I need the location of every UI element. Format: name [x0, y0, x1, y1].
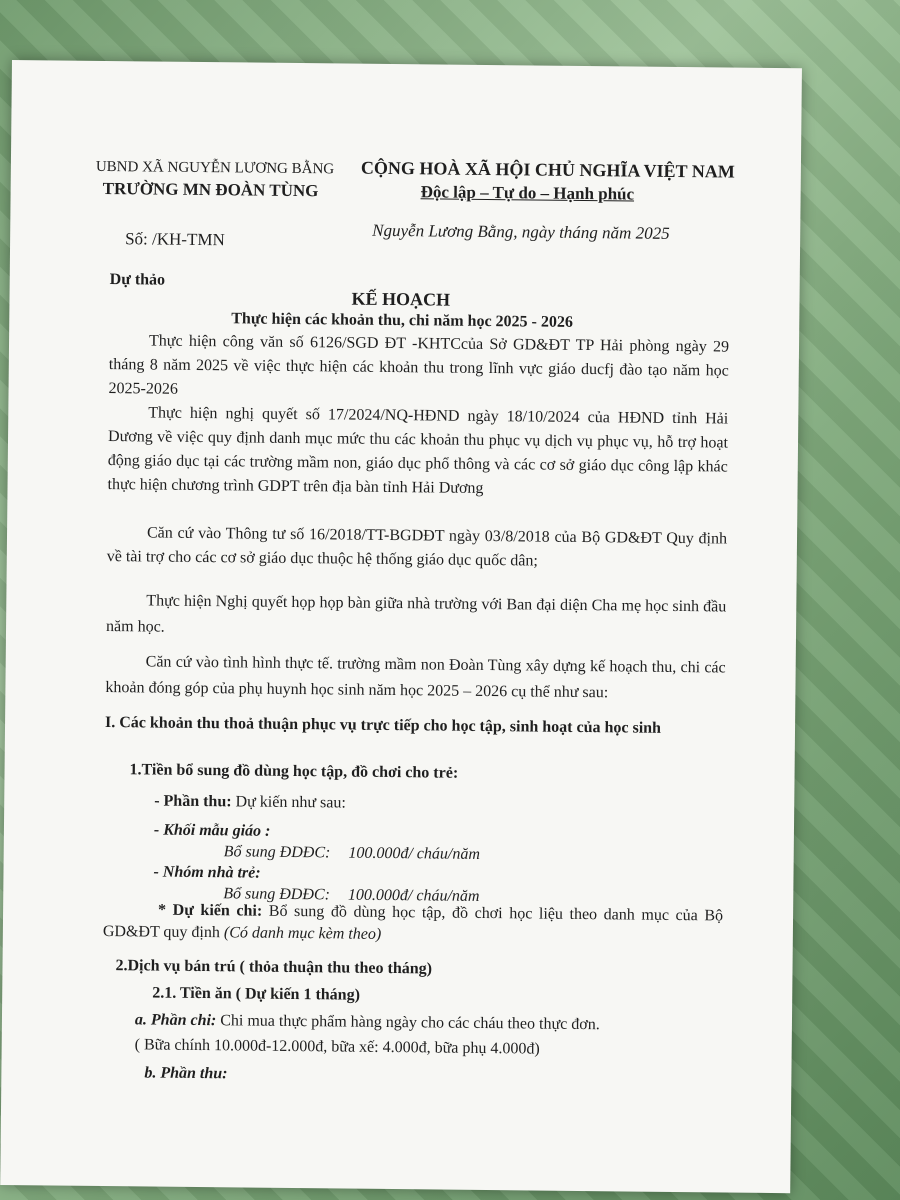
motto: Độc lập – Tự do – Hạnh phúc [420, 182, 635, 204]
expense-a-label: a. Phần chi: [134, 1011, 217, 1030]
group-nursery-amount: 100.000đ/ cháu/năm [347, 886, 480, 905]
paragraph-1: Thực hiện công văn số 6126/SGD ĐT -KHTCcủa Sở GD&ĐT TP Hải phòng ngày 29 tháng 8 năm 2025 về việc thực hiện các khoản thu trong lĩnh vực giáo ducfj đào tạo năm học 2025-2026 [108, 332, 730, 398]
group-kindergarten-item: Bổ sung ĐDĐC: [223, 843, 331, 862]
expense-a-line [135, 1011, 600, 1034]
item-2-title: 2.Dịch vụ bán trú ( thỏa thuận thu theo tháng) [115, 957, 433, 978]
income-line [154, 793, 346, 813]
section-1-heading: I. Các khoản thu thoả thuận phục vụ trực tiếp cho học tập, sinh hoạt của học sinh [104, 714, 662, 737]
income-label: - Phần thu: [154, 792, 232, 811]
meal-prices: ( Bữa chính 10.000đ-12.000đ, bữa xế: 4.000đ, bữa phụ 4.000đ) [134, 1036, 540, 1058]
group-kindergarten-line [224, 843, 480, 864]
expense-note: (Có danh mục kèm theo) [223, 924, 382, 943]
doc-number: Số: /KH-TMN [125, 229, 225, 250]
paragraph-2: Thực hiện nghị quyết số 17/2024/NQ-HĐND ngày 18/10/2024 của HĐND tỉnh Hải Dương về việc quy định danh mục mức thu các khoản thu phục vụ dịch vụ phục vụ, hỗ trợ hoạt động giáo dục tại các trường mầm non, giáo dục phổ thông và các cơ sở giáo dục công lập khác thực hiện chương trình GDPT trên địa bàn tỉnh Hải Dương [107, 404, 729, 497]
org-parent: UBND XÃ NGUYỄN LƯƠNG BẰNG [95, 158, 335, 178]
expense-text: Bổ sung đồ dùng học tập, đồ chơi học liệu theo danh mục của Bộ GD&ĐT quy định [102, 902, 724, 942]
expense-a-text: Chi mua thực phẩm hàng ngày cho các cháu theo thực đơn. [216, 1012, 600, 1034]
group-nursery: - Nhóm nhà trẻ: [153, 863, 261, 882]
place-date: Nguyễn Lương Bằng, ngày tháng năm 2025 [372, 220, 670, 243]
group-kindergarten: - Khối mẫu giáo : [153, 821, 271, 840]
draft-label: Dự thảo [109, 271, 166, 289]
income-text: Dự kiến như sau: [231, 793, 346, 812]
org-name: TRƯỜNG MN ĐOÀN TÙNG [102, 178, 319, 201]
doc-subtitle: Thực hiện các khoản thu, chi năm học 2025 - 2026 [231, 310, 574, 331]
group-kindergarten-amount: 100.000đ/ cháu/năm [348, 844, 481, 863]
item-1-title: 1.Tiền bổ sung đồ dùng học tập, đồ chơi cho trẻ: [129, 761, 459, 782]
expense-paragraph [103, 899, 723, 949]
country-name: CỘNG HOÀ XÃ HỘI CHỦ NGHĨA VIỆT NAM [360, 157, 735, 182]
paragraph-5: Căn cứ vào tình hình thực tế. trường mầm non Đoàn Tùng xây dựng kế hoạch thu, chi các khoản đóng góp của phụ huynh học sinh năm học 2025 – 2026 cụ thể như sau: [105, 653, 726, 702]
doc-title: KẾ HOẠCH [351, 288, 451, 310]
document-page [0, 60, 802, 1193]
paragraph-3: Căn cứ vào Thông tư số 16/2018/TT-BGDĐT ngày 03/8/2018 của Bộ GD&ĐT Quy định về tài trợ cho các cơ sở giáo dục thuộc hệ thống giáo dục quốc dân; [106, 524, 728, 570]
expense-label: * Dự kiến chi: [158, 901, 263, 920]
item-2-1-title: 2.1. Tiền ăn ( Dự kiến 1 tháng) [152, 984, 361, 1004]
group-nursery-item: Bổ sung ĐDĐC: [223, 885, 331, 904]
paragraph-4: Thực hiện Nghị quyết họp họp bàn giữa nhà trường với Ban đại diện Cha mẹ học sinh đầu năm học. [105, 592, 727, 636]
income-b-label: b. Phần thu: [144, 1064, 228, 1083]
